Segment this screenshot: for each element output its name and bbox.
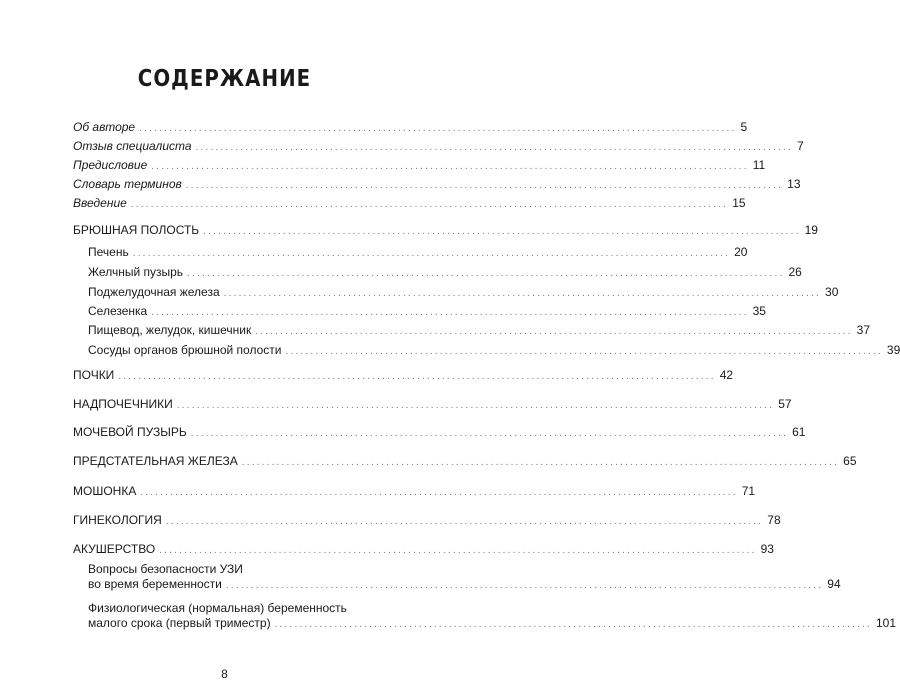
toc-entry-page: 71 xyxy=(741,484,756,498)
toc-entry-page: 39 xyxy=(886,343,900,357)
toc-entry-label: Об авторе xyxy=(73,120,136,134)
leader-dots: ........................................................................................................................ xyxy=(241,457,840,468)
toc-entry-page: 61 xyxy=(792,425,806,439)
toc-section-prostate xyxy=(73,454,857,470)
toc-entry-label: НАДПОЧЕЧНИКИ xyxy=(73,397,173,411)
toc-entry-page: 15 xyxy=(732,196,746,210)
leader-dots: ........................................................................................................................ xyxy=(185,180,784,191)
toc-entry-page: 26 xyxy=(788,265,802,279)
toc-section-adrenals xyxy=(73,397,792,413)
toc-entry-label: Сосуды органов брюшной полости xyxy=(88,343,282,357)
toc-entry-label-cont: малого срока (первый триместр) xyxy=(88,616,271,630)
toc-entry-page: 93 xyxy=(760,542,774,556)
toc-entry-label: Физиологическая (нормальная) беременность xyxy=(88,601,347,615)
leader-dots: ........................................................................................................................ xyxy=(190,428,789,439)
toc-entry-label: Желчный пузырь xyxy=(88,265,184,279)
toc-section-obstetrics xyxy=(73,542,774,558)
toc-entry-page: 35 xyxy=(752,304,766,318)
toc-entry-liver xyxy=(88,245,748,261)
leader-dots: ........................................................................................................................ xyxy=(130,199,729,210)
toc-entry-label: АКУШЕРСТВО xyxy=(73,542,156,556)
toc-entry-page: 19 xyxy=(804,223,818,237)
toc-entry-page: 30 xyxy=(825,285,839,299)
toc-entry-label: Пищевод, желудок, кишечник xyxy=(88,323,252,337)
toc-entry-page: 7 xyxy=(796,139,804,153)
toc-entry-page: 5 xyxy=(740,120,748,134)
toc-entry-page: 37 xyxy=(856,323,871,337)
leader-dots: ........................................................................................................................ xyxy=(176,400,775,411)
toc-entry-specialist-review xyxy=(73,139,804,155)
leader-dots: ........................................................................................................................ xyxy=(140,487,738,498)
leader-dots: ........................................................................................................................ xyxy=(285,346,883,357)
leader-dots: ........................................................................................................................ xyxy=(151,161,749,172)
toc-entry-label: Селезенка xyxy=(88,304,148,318)
toc-entry-page: 65 xyxy=(843,454,857,468)
leader-dots: ........................................................................................................................ xyxy=(132,248,731,259)
page-number: 8 xyxy=(221,667,228,681)
toc-entry-label: Предисловие xyxy=(73,158,148,172)
leader-dots: ........................................................................................................................ xyxy=(159,545,757,556)
toc-entry-label: МОШОНКА xyxy=(73,484,137,498)
toc-entry-page: 57 xyxy=(778,397,792,411)
leader-dots: ........................................................................................................................ xyxy=(274,619,872,630)
leader-dots: ........................................................................................................................ xyxy=(255,326,853,337)
toc-entry-gi-tract xyxy=(88,323,871,339)
toc-entry-label: Поджелудочная железа xyxy=(88,285,220,299)
toc-entry-page: 101 xyxy=(875,616,897,630)
toc-entry-label: БРЮШНАЯ ПОЛОСТЬ xyxy=(73,223,200,237)
toc-entry-first-trimester xyxy=(88,601,897,632)
leader-dots: ........................................................................................................................ xyxy=(151,307,749,318)
toc-section-gynecology xyxy=(73,513,781,529)
toc-entry-label-cont: во время беременности xyxy=(88,577,222,591)
leader-dots: ........................................................................................................................ xyxy=(187,268,785,279)
toc-entry-page: 42 xyxy=(719,368,734,382)
toc-section-abdominal-cavity xyxy=(73,223,818,239)
toc-entry-glossary xyxy=(73,177,801,193)
toc-entry-page: 78 xyxy=(767,513,781,527)
toc-section-kidneys xyxy=(73,368,734,384)
toc-entry-label: Вопросы безопасности УЗИ xyxy=(88,562,243,576)
toc-entry-label: Отзыв специалиста xyxy=(73,139,192,153)
toc-section-scrotum xyxy=(73,484,756,500)
leader-dots: ........................................................................................................................ xyxy=(195,142,793,153)
toc-entry-ultrasound-safety xyxy=(88,562,841,593)
toc-entry-label: Словарь терминов xyxy=(73,177,182,191)
leader-dots: ........................................................................................................................ xyxy=(139,123,737,134)
toc-entry-page: 13 xyxy=(787,177,801,191)
toc-entry-abdominal-vessels xyxy=(88,343,900,359)
toc-entry-label: ПОЧКИ xyxy=(73,368,115,382)
toc-entry-about-author xyxy=(73,120,748,136)
toc-entry-gallbladder xyxy=(88,265,802,281)
leader-dots: ........................................................................................................................ xyxy=(223,288,822,299)
toc-entry-spleen xyxy=(88,304,766,320)
toc-entry-preface xyxy=(73,158,766,174)
toc-entry-label: МОЧЕВОЙ ПУЗЫРЬ xyxy=(73,425,187,439)
toc-entry-label: ПРЕДСТАТЕЛЬНАЯ ЖЕЛЕЗА xyxy=(73,454,238,468)
leader-dots: ........................................................................................................................ xyxy=(118,371,716,382)
leader-dots: ........................................................................................................................ xyxy=(225,580,824,591)
toc-entry-pancreas xyxy=(88,285,839,301)
leader-dots: ........................................................................................................................ xyxy=(165,516,764,527)
toc-entry-introduction xyxy=(73,196,746,212)
toc-entry-label: Введение xyxy=(73,196,127,210)
toc-section-bladder xyxy=(73,425,806,441)
page-title: СОДЕРЖАНИЕ xyxy=(137,66,312,92)
toc-entry-label: ГИНЕКОЛОГИЯ xyxy=(73,513,162,527)
toc-entry-page: 94 xyxy=(827,577,841,591)
leader-dots: ........................................................................................................................ xyxy=(203,226,801,237)
toc-entry-page: 11 xyxy=(752,158,766,172)
toc-entry-page: 20 xyxy=(734,245,748,259)
toc-entry-label: Печень xyxy=(88,245,129,259)
